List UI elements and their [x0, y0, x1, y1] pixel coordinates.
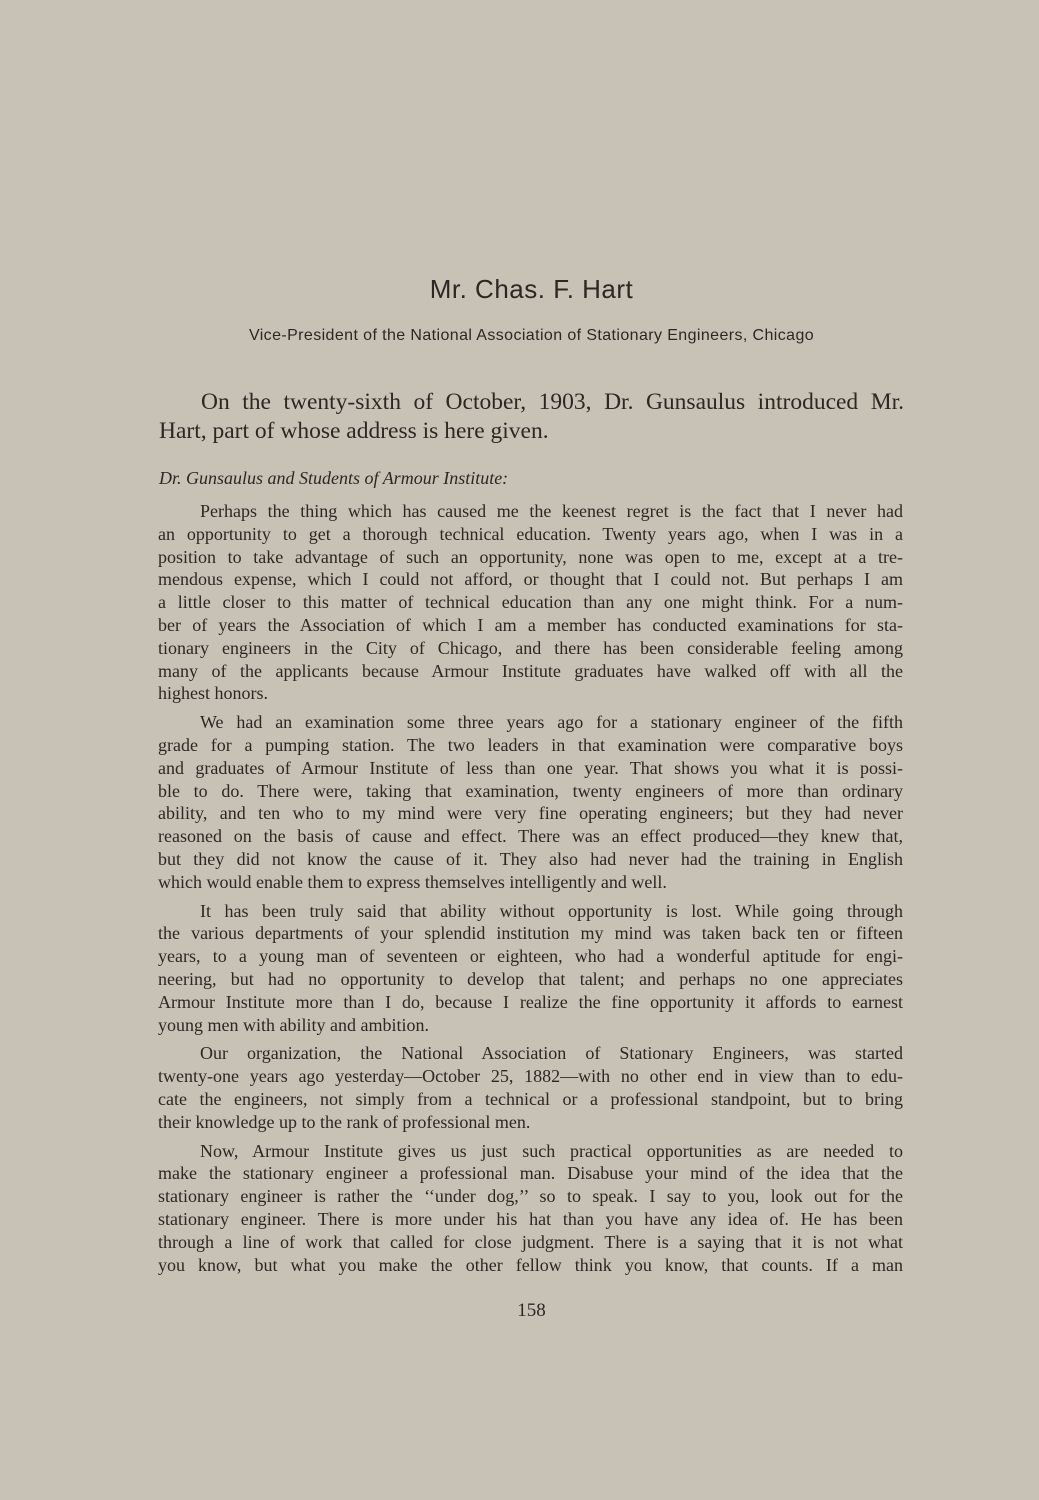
text-line: many of the applicants because Armour Institute graduates have walked off with all the — [158, 660, 903, 681]
text-line: through a line of work that called for close judgment. There is a saying that it is not what — [158, 1231, 903, 1252]
text-line: years, to a young man of seventeen or eighteen, who had a wonderful aptitude for engi- — [158, 946, 903, 967]
body-paragraph — [158, 900, 903, 1037]
text-line: tionary engineers in the City of Chicago, and there has been considerable feeling among — [158, 637, 903, 658]
text-line: mendous expense, which I could not afford, or thought that I could not. But perhaps I am — [158, 569, 903, 590]
text-line: which would enable them to express themselves intelligently and well. — [158, 871, 667, 892]
page-number: 158 — [517, 1300, 546, 1321]
text-line: It has been truly said that ability without opportunity is lost. While going through — [200, 900, 903, 921]
text-line: Our organization, the National Association of Stationary Engineers, was started — [200, 1043, 903, 1064]
text-line: you know, but what you make the other fellow think you know, that counts. If a man — [158, 1254, 903, 1275]
text-line: We had an examination some three years ago for a stationary engineer of the fifth — [200, 712, 903, 733]
body-paragraph — [158, 1140, 903, 1277]
text-line: and graduates of Armour Institute of less than one year. That shows you what it is possi- — [158, 757, 903, 778]
text-line: twenty-one years ago yesterday—October 25, 1882—with no other end in view than to edu- — [158, 1066, 903, 1087]
page-subtitle: Vice-President of the National Association of Stationary Engineers, Chicago — [248, 327, 815, 344]
text-line: ability, and ten who to my mind were very fine operating engineers; but they had never — [158, 803, 903, 824]
text-line: Perhaps the thing which has caused me the keenest regret is the fact that I never had — [200, 501, 903, 521]
text-line: position to take advantage of such an opportunity, none was open to me, except at a tre- — [158, 546, 903, 567]
text-line: stationary engineer is rather the ‘‘under dog,’’ so to speak. I say to you, look out for the — [158, 1186, 903, 1207]
page-title: Mr. Chas. F. Hart — [429, 274, 634, 304]
intro-line: On the twenty-sixth of October, 1903, Dr. Gunsaulus introduced Mr. — [201, 389, 904, 415]
text-line: a little closer to this matter of technical education than any one might think. For a num- — [158, 592, 903, 613]
text-line: grade for a pumping station. The two leaders in that examination were comparative boys — [158, 734, 903, 755]
text-line: neering, but had no opportunity to develop that talent; and perhaps no one appreciates — [158, 968, 903, 989]
intro-line: Hart, part of whose address is here given. — [159, 418, 549, 444]
text-line: an opportunity to get a thorough technical education. Twenty years ago, when I was in a — [158, 523, 903, 544]
text-line: Armour Institute more than I do, because I realize the fine opportunity it affords to earnest — [158, 991, 903, 1012]
text-line: reasoned on the basis of cause and effect. There was an effect produced—they knew that, — [158, 826, 903, 847]
text-line: highest honors. — [158, 683, 268, 704]
text-line: young men with ability and ambition. — [158, 1014, 429, 1035]
salutation: Dr. Gunsaulus and Students of Armour Institute: — [159, 468, 509, 488]
text-line: their knowledge up to the rank of professional men. — [158, 1111, 531, 1132]
body-text — [158, 500, 903, 1282]
text-line: Now, Armour Institute gives us just such practical opportunities as are needed to — [200, 1140, 903, 1161]
text-line: ble to do. There were, taking that examination, twenty engineers of more than ordinary — [158, 780, 903, 801]
intro-paragraph — [159, 388, 904, 446]
text-line: ber of years the Association of which I am a member has conducted examinations for sta- — [158, 614, 903, 635]
body-paragraph — [158, 1042, 903, 1133]
text-line: the various departments of your splendid institution my mind was taken back ten or fifteen — [158, 923, 903, 944]
body-paragraph — [158, 500, 903, 705]
text-line: but they did not know the cause of it. They also had never had the training in English — [158, 848, 903, 869]
text-line: stationary engineer. There is more under his hat than you have any idea of. He has been — [158, 1208, 903, 1229]
body-paragraph — [158, 711, 903, 893]
text-line: cate the engineers, not simply from a technical or a professional standpoint, but to bring — [158, 1088, 903, 1109]
text-line: make the stationary engineer a professional man. Disabuse your mind of the idea that the — [158, 1163, 903, 1184]
